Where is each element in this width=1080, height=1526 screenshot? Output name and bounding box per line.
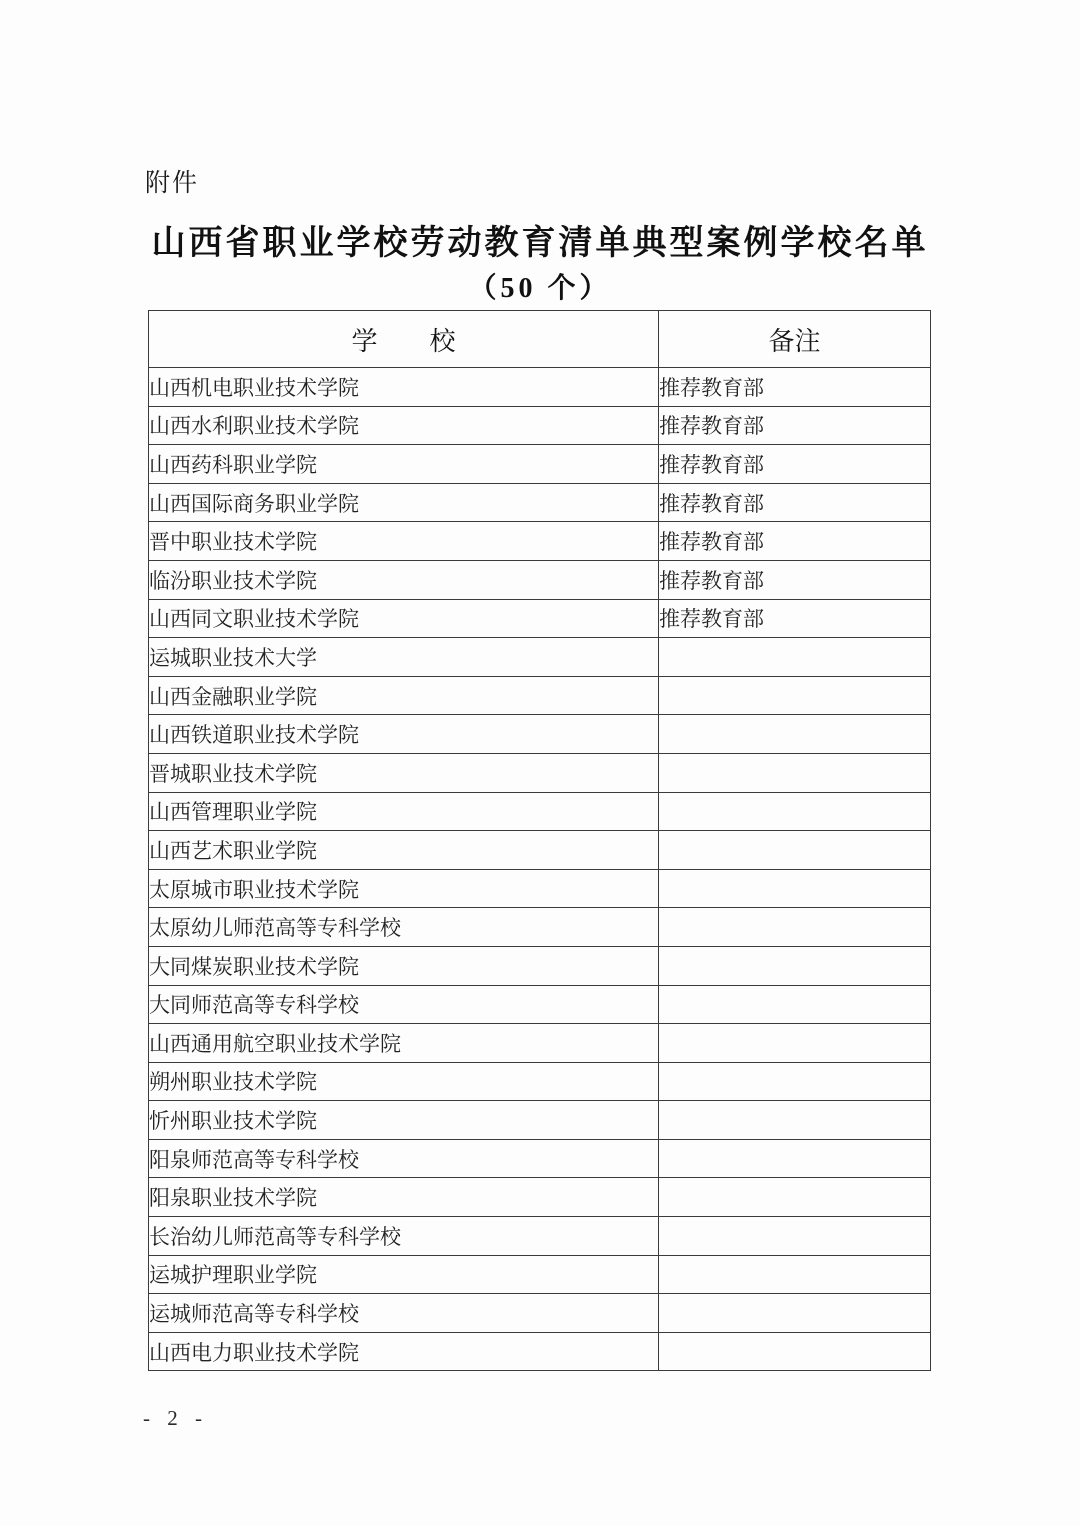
remark-cell xyxy=(659,831,931,870)
table-row xyxy=(149,753,931,792)
table-row xyxy=(149,985,931,1024)
table-row xyxy=(149,1217,931,1256)
remark-cell xyxy=(659,1139,931,1178)
table-header-row xyxy=(149,311,931,368)
remark-cell: 推荐教育部 xyxy=(659,560,931,599)
table-row xyxy=(149,368,931,407)
table-row xyxy=(149,908,931,947)
table-row xyxy=(149,676,931,715)
school-name-cell: 运城职业技术大学 xyxy=(149,638,659,677)
table-row xyxy=(149,1255,931,1294)
remark-cell: 推荐教育部 xyxy=(659,599,931,638)
school-name-cell: 运城师范高等专科学校 xyxy=(149,1294,659,1333)
page-number: - 2 - xyxy=(143,1406,208,1430)
table-row xyxy=(149,560,931,599)
school-name-cell: 阳泉师范高等专科学校 xyxy=(149,1139,659,1178)
table-row xyxy=(149,1332,931,1371)
school-name-cell: 大同煤炭职业技术学院 xyxy=(149,946,659,985)
table-row xyxy=(149,869,931,908)
attachment-label: 附件 xyxy=(145,169,200,197)
table-row xyxy=(149,1178,931,1217)
school-name-cell: 山西同文职业技术学院 xyxy=(149,599,659,638)
remark-cell: 推荐教育部 xyxy=(659,368,931,407)
school-name-cell: 长治幼儿师范高等专科学校 xyxy=(149,1217,659,1256)
school-table-body xyxy=(149,368,931,1371)
remark-cell xyxy=(659,908,931,947)
remark-cell xyxy=(659,1255,931,1294)
remark-cell xyxy=(659,1178,931,1217)
school-name-cell: 临汾职业技术学院 xyxy=(149,560,659,599)
remark-cell xyxy=(659,792,931,831)
table-row xyxy=(149,946,931,985)
table-row xyxy=(149,1101,931,1140)
remark-cell xyxy=(659,638,931,677)
remark-cell xyxy=(659,1101,931,1140)
school-name-cell: 大同师范高等专科学校 xyxy=(149,985,659,1024)
school-name-cell: 山西管理职业学院 xyxy=(149,792,659,831)
school-name-cell: 晋城职业技术学院 xyxy=(149,753,659,792)
table-header-remark: 备注 xyxy=(659,311,931,368)
remark-cell xyxy=(659,869,931,908)
table-row xyxy=(149,599,931,638)
school-name-cell: 山西电力职业技术学院 xyxy=(149,1332,659,1371)
table-row xyxy=(149,522,931,561)
school-name-cell: 山西水利职业技术学院 xyxy=(149,406,659,445)
table-row xyxy=(149,445,931,484)
remark-cell xyxy=(659,946,931,985)
school-name-cell: 山西药科职业学院 xyxy=(149,445,659,484)
school-name-cell: 山西通用航空职业技术学院 xyxy=(149,1024,659,1063)
table-row xyxy=(149,1062,931,1101)
school-table xyxy=(148,310,931,1371)
table-header-school: 学 校 xyxy=(149,311,659,368)
school-name-cell: 晋中职业技术学院 xyxy=(149,522,659,561)
table-row xyxy=(149,406,931,445)
remark-cell xyxy=(659,1294,931,1333)
table-row xyxy=(149,638,931,677)
school-name-cell: 山西金融职业学院 xyxy=(149,676,659,715)
school-name-cell: 太原城市职业技术学院 xyxy=(149,869,659,908)
table-row xyxy=(149,715,931,754)
school-name-cell: 朔州职业技术学院 xyxy=(149,1062,659,1101)
table-row xyxy=(149,1024,931,1063)
remark-cell: 推荐教育部 xyxy=(659,406,931,445)
school-name-cell: 山西国际商务职业学院 xyxy=(149,483,659,522)
document-title: 山西省职业学校劳动教育清单典型案例学校名单 xyxy=(151,225,929,262)
remark-cell xyxy=(659,1062,931,1101)
remark-cell xyxy=(659,985,931,1024)
table-row xyxy=(149,1139,931,1178)
table-row xyxy=(149,792,931,831)
school-name-cell: 运城护理职业学院 xyxy=(149,1255,659,1294)
remark-cell: 推荐教育部 xyxy=(659,483,931,522)
school-name-cell: 山西艺术职业学院 xyxy=(149,831,659,870)
school-name-cell: 阳泉职业技术学院 xyxy=(149,1178,659,1217)
remark-cell xyxy=(659,1024,931,1063)
table-row xyxy=(149,831,931,870)
table-row xyxy=(149,1294,931,1333)
remark-cell: 推荐教育部 xyxy=(659,522,931,561)
school-name-cell: 山西铁道职业技术学院 xyxy=(149,715,659,754)
table-row xyxy=(149,483,931,522)
remark-cell xyxy=(659,715,931,754)
remark-cell: 推荐教育部 xyxy=(659,445,931,484)
remark-cell xyxy=(659,753,931,792)
school-name-cell: 太原幼儿师范高等专科学校 xyxy=(149,908,659,947)
school-name-cell: 山西机电职业技术学院 xyxy=(149,368,659,407)
school-name-cell: 忻州职业技术学院 xyxy=(149,1101,659,1140)
document-subtitle: （50 个） xyxy=(468,273,612,304)
remark-cell xyxy=(659,1332,931,1371)
remark-cell xyxy=(659,1217,931,1256)
remark-cell xyxy=(659,676,931,715)
